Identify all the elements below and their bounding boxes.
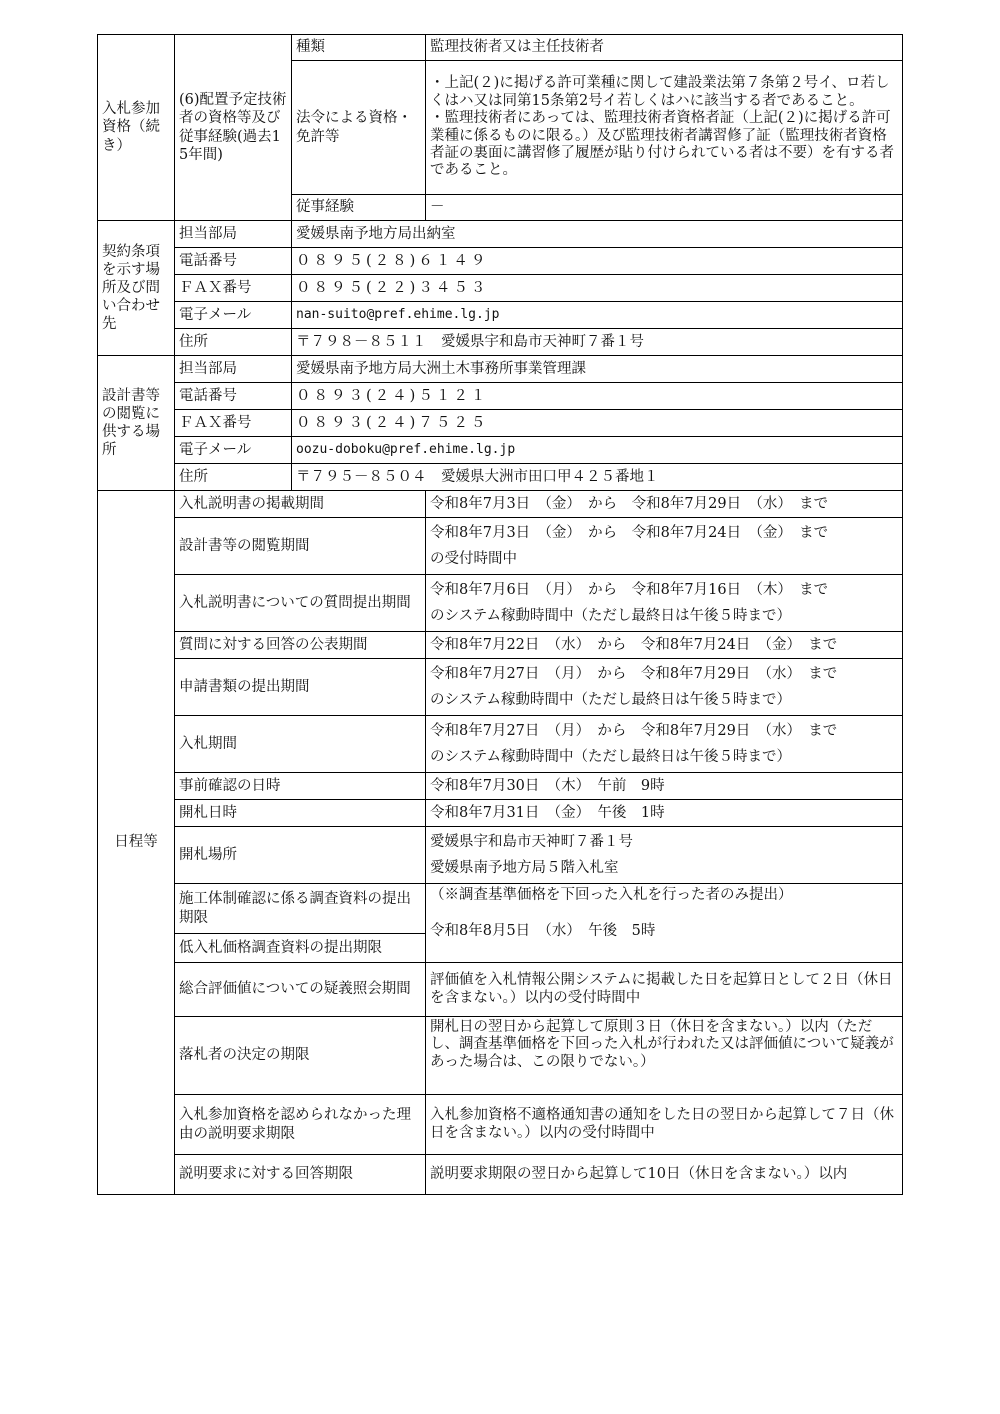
label-shurui: 種類 [292,35,426,61]
s4-value-5-line2: のシステム稼動時間中（ただし最終日は午後５時まで） [430,749,792,765]
s2-label-phone: 電話番号 [175,248,292,275]
s2-label-dept: 担当部局 [175,221,292,248]
section1-category: 入札参加資格（続き） [98,35,175,221]
s4-value-8 [426,827,903,884]
label-qualification: 法令による資格・免許等 [292,61,426,195]
s3-label-fax: ＦＡＸ番号 [175,410,292,437]
s4-value-5-line1: 令和8年7月27日 （月） から 令和8年7月29日 （水） まで [430,723,838,739]
s2-value-address: 〒７９８－８５１１ 愛媛県宇和島市天神町７番１号 [292,329,903,356]
s2-value-phone: ０８９５(２８)６１４９ [292,248,903,275]
s4-value-2-line1: 令和8年7月6日 （月） から 令和8年7月16日 （木） まで [430,582,829,598]
s4-value-3: 令和8年7月22日 （水） から 令和8年7月24日 （金） まで [426,632,903,659]
s3-label-address: 住所 [175,464,292,491]
s4-value-2-line2: のシステム稼動時間中（ただし最終日は午後５時まで） [430,608,792,624]
s4-value-8-line2: 愛媛県南予地方局５階入札室 [430,860,619,876]
s4-value-9 [426,884,903,963]
s4-value-4-line1: 令和8年7月27日 （月） から 令和8年7月29日 （水） まで [430,666,838,682]
s2-label-address: 住所 [175,329,292,356]
s3-value-fax: ０８９３(２４)７５２５ [292,410,903,437]
s4-value-1-line1: 令和8年7月3日 （金） から 令和8年7月24日 （金） まで [430,525,829,541]
s2-label-fax: ＦＡＸ番号 [175,275,292,302]
s4-label-14: 説明要求に対する回答期限 [175,1155,426,1195]
qualification-line-1: ・上記(２)に掲げる許可業種に関して建設業法第７条第２号イ、ロ若しくはハ又は同第15条第2号イ若しくはハに該当する者であること。 [430,75,890,109]
s3-label-phone: 電話番号 [175,383,292,410]
value-experience: － [426,195,903,221]
s4-value-13: 入札参加資格不適格通知書の通知をした日の翌日から起算して７日（休日を含まない。）以内の受付時間中 [426,1095,903,1155]
s4-value-11: 評価値を入札情報公開システムに掲載した日を起算日として２日（休日を含まない。）以内の受付時間中 [426,963,903,1017]
s4-value-2 [426,575,903,632]
s4-label-1: 設計書等の閲覧期間 [175,518,426,575]
s3-value-email: oozu-doboku@pref.ehime.lg.jp [292,437,903,464]
section2-category: 契約条項を示す場所及び問い合わせ先 [98,221,175,356]
section4-category: 日程等 [98,491,175,1195]
s4-label-3: 質問に対する回答の公表期間 [175,632,426,659]
s4-value-7: 令和8年7月31日 （金） 午後 1時 [426,800,903,827]
s4-value-4 [426,659,903,716]
s4-value-1-line2: の受付時間中 [430,551,517,567]
s4-label-12: 落札者の決定の期限 [175,1017,426,1095]
value-shurui: 監理技術者又は主任技術者 [426,35,903,61]
s2-label-email: 電子メール [175,302,292,329]
s4-value-9-line1: （※調査基準価格を下回った入札を行った者のみ提出） [430,887,793,903]
s4-label-8: 開札場所 [175,827,426,884]
s3-value-address: 〒７９５－８５０４ 愛媛県大洲市田口甲４２５番地１ [292,464,903,491]
s2-value-dept: 愛媛県南予地方局出納室 [292,221,903,248]
qualification-line-2: ・監理技術者にあっては、監理技術者資格者証（上記(２)に掲げる許可業種に係るものに限る。）及び監理技術者講習修了証（監理技術者資格者証の裏面に講習修了履歴が貼り付けられている者は不要）を有する者であること。 [430,110,894,179]
label-experience: 従事経験 [292,195,426,221]
s4-label-0: 入札説明書の掲載期間 [175,491,426,518]
s4-label-7: 開札日時 [175,800,426,827]
s4-value-1 [426,518,903,575]
s4-value-5 [426,716,903,773]
s4-label-5: 入札期間 [175,716,426,773]
s4-value-0: 令和8年7月3日 （金） から 令和8年7月29日 （水） まで [426,491,903,518]
s4-label-10: 低入札価格調査資料の提出期限 [175,934,426,963]
s4-label-13: 入札参加資格を認められなかった理由の説明要求期限 [175,1095,426,1155]
s4-label-6: 事前確認の日時 [175,773,426,800]
s4-value-9-line2: 令和8年8月5日 （水） 午後 5時 [430,923,656,940]
s3-value-dept: 愛媛県南予地方局大洲土木事務所事業管理課 [292,356,903,383]
s2-value-fax: ０８９５(２２)３４５３ [292,275,903,302]
s2-value-email: nan-suito@pref.ehime.lg.jp [292,302,903,329]
s3-label-email: 電子メール [175,437,292,464]
section3-category: 設計書等の閲覧に供する場所 [98,356,175,491]
s3-value-phone: ０８９３(２４)５１２１ [292,383,903,410]
s4-value-8-line1: 愛媛県宇和島市天神町７番１号 [430,834,633,850]
s4-value-14: 説明要求期限の翌日から起算して10日（休日を含まない。）以内 [426,1155,903,1195]
s4-label-11: 総合評価値についての疑義照会期間 [175,963,426,1017]
s4-value-4-line2: のシステム稼動時間中（ただし最終日は午後５時まで） [430,692,792,708]
document-table [97,34,903,1195]
s4-label-2: 入札説明書についての質問提出期間 [175,575,426,632]
value-qualification [426,61,903,195]
s4-label-4: 申請書類の提出期間 [175,659,426,716]
s4-label-9: 施工体制確認に係る調査資料の提出期限 [175,884,426,934]
s4-value-6: 令和8年7月30日 （木） 午前 9時 [426,773,903,800]
s4-value-12: 開札日の翌日から起算して原則３日（休日を含まない。）以内（ただし、調査基準価格を下回った入札が行われた又は評価値について疑義があった場合は、この限りでない。） [426,1017,903,1095]
section1-subcategory: (6)配置予定技術者の資格等及び従事経験(過去15年間) [175,35,292,221]
s3-label-dept: 担当部局 [175,356,292,383]
